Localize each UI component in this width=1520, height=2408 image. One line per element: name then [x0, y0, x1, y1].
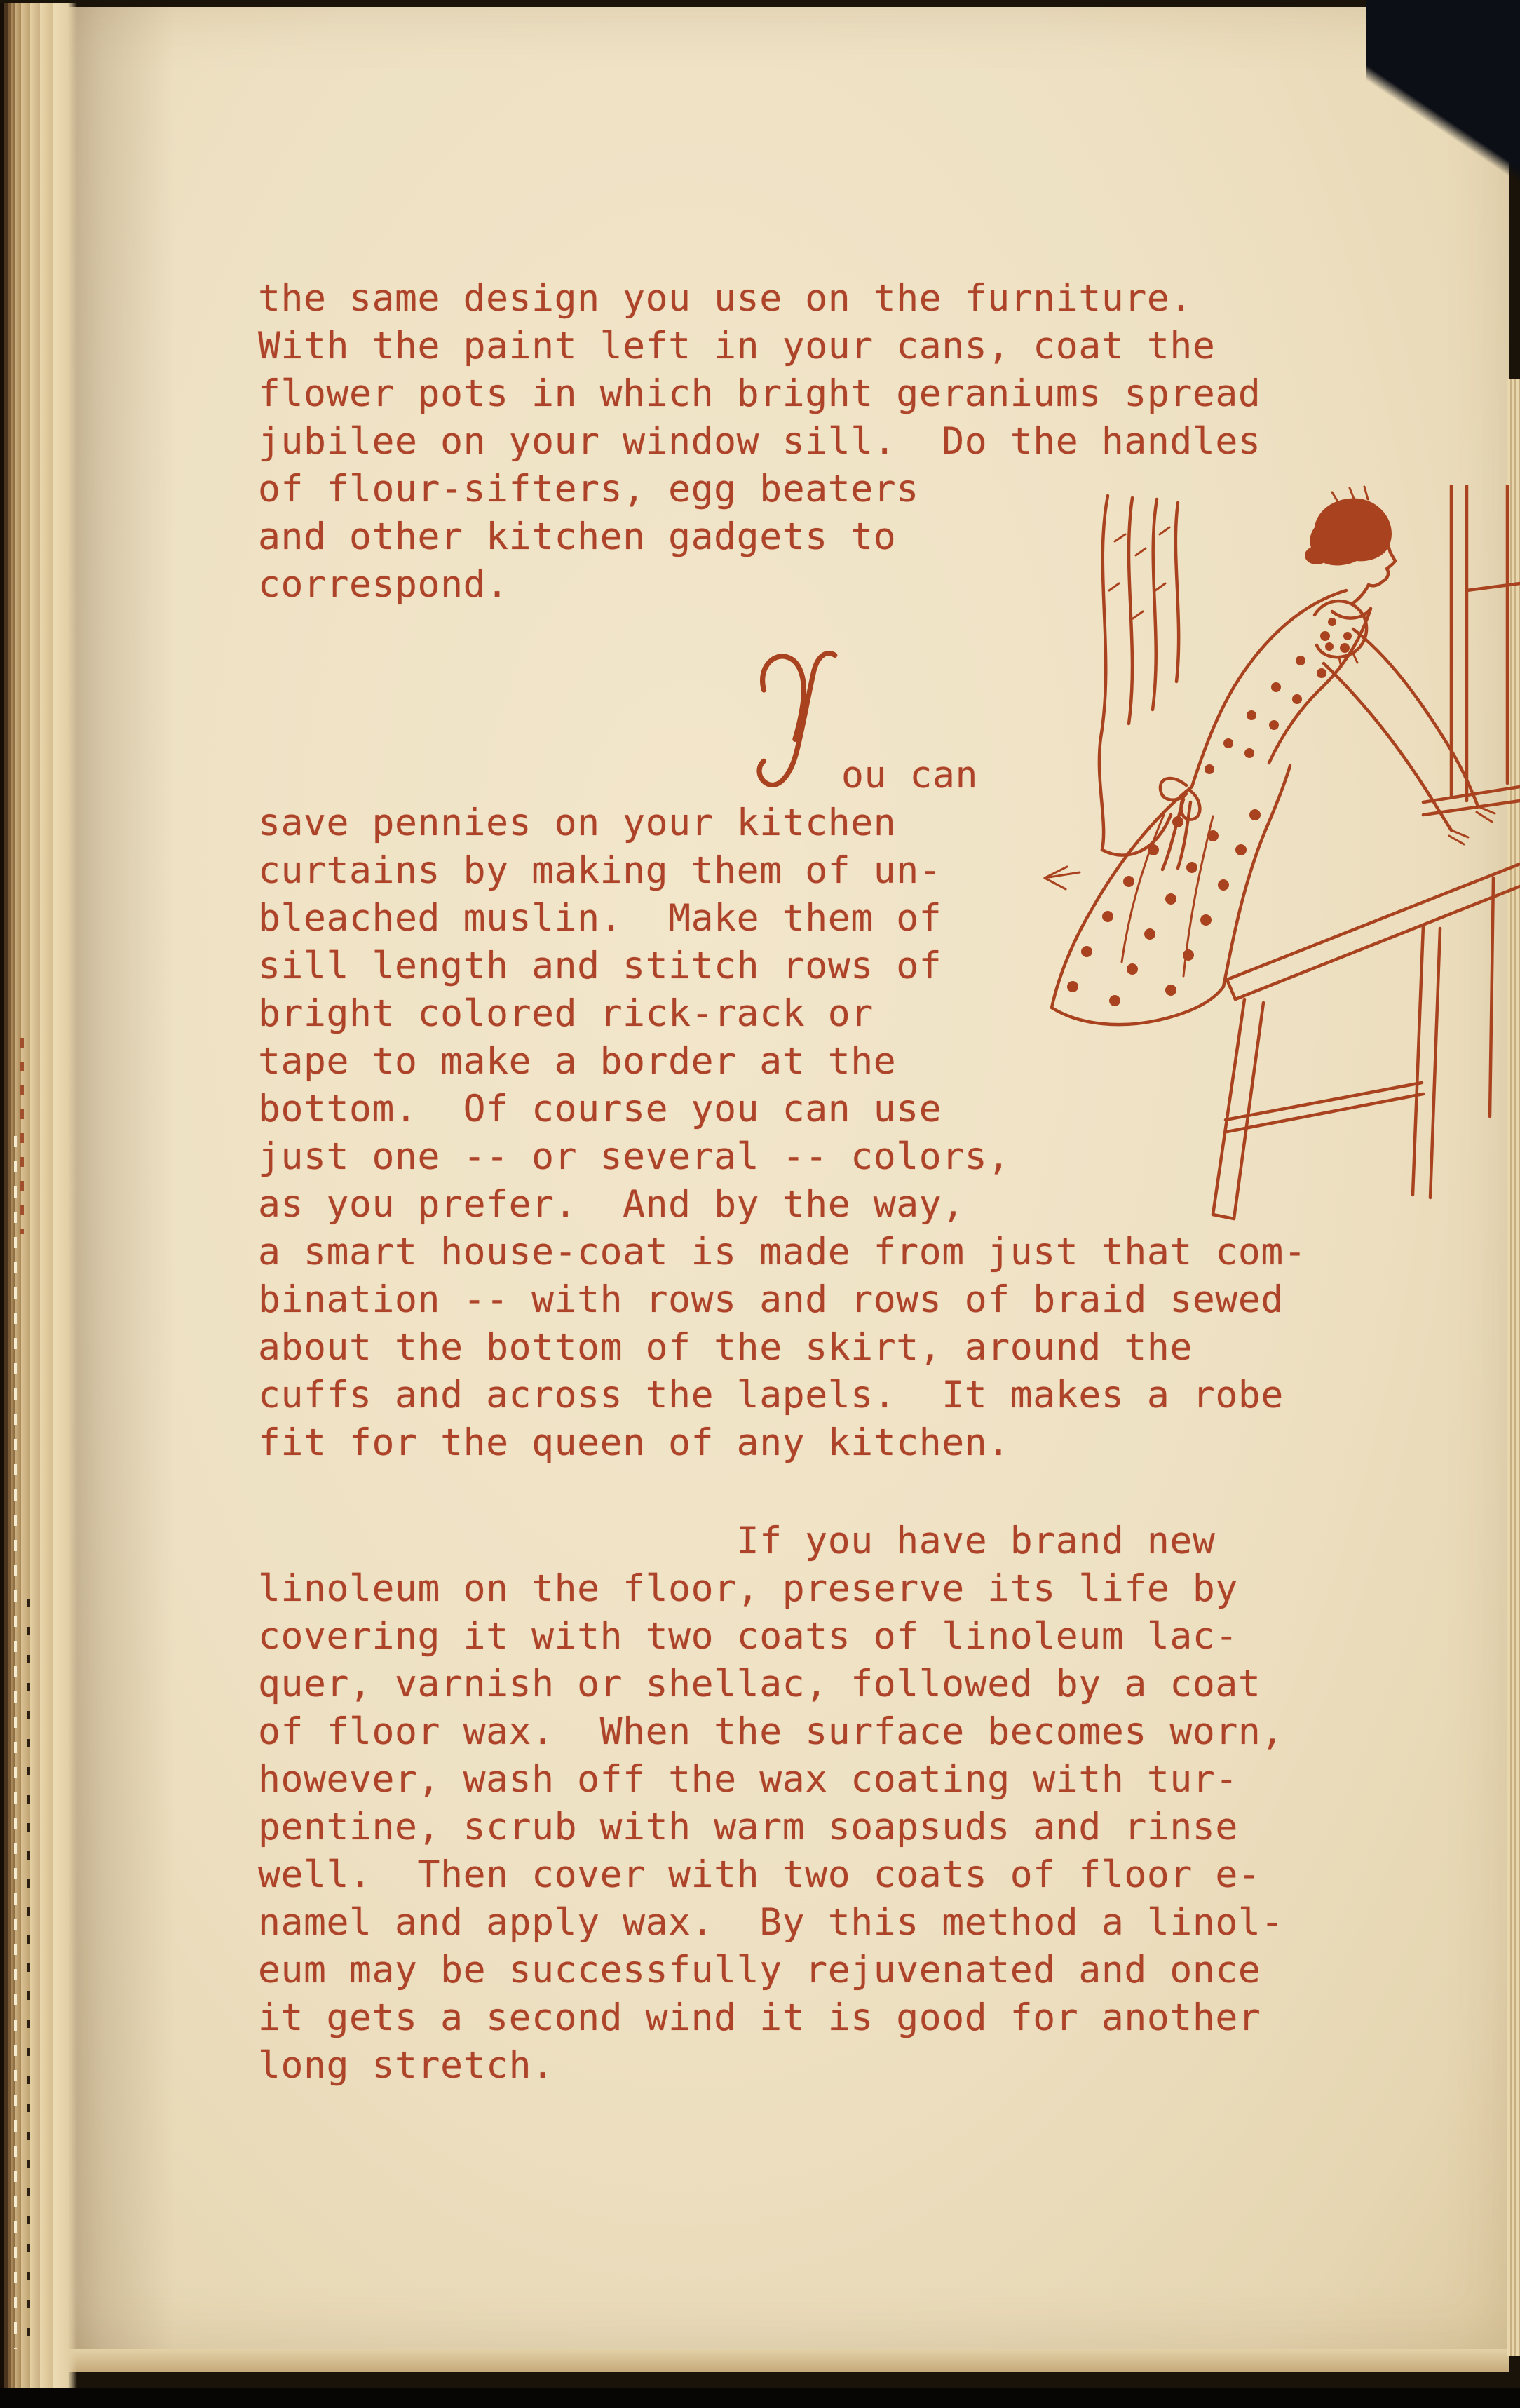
book-cover-corner [1366, 0, 1520, 407]
typewritten-line: eum may be successfully rejuvenated and once [258, 1949, 1261, 1991]
typewritten-line: flower pots in which bright geraniums spread [258, 372, 1261, 415]
typewritten-line: a smart house-coat is made from just that com- [258, 1231, 1307, 1273]
typewritten-line: bright colored rick-rack or [258, 992, 874, 1035]
typewritten-line: as you prefer. And by the way, [258, 1183, 965, 1226]
bottom-page-edge [42, 2349, 1509, 2372]
typewritten-line: bination -- with rows and rows of braid sewed [258, 1278, 1284, 1321]
window-frame [1423, 485, 1520, 815]
typewritten-line: the same design you use on the furniture. [258, 277, 1193, 320]
page-edge-stack [0, 3, 77, 2393]
typewritten-line: correspond. [258, 563, 509, 606]
typewritten-line: bottom. Of course you can use [258, 1088, 942, 1130]
paragraph-curtains-housecoat [258, 799, 1306, 1467]
typewritten-line: just one -- or several -- colors, [258, 1135, 1010, 1178]
typewritten-line: tape to make a border at the [258, 1040, 897, 1083]
typewritten-line: well. Then cover with two coats of floor e- [258, 1853, 1261, 1896]
dropcap-y-glyph [754, 647, 841, 799]
typewritten-line: namel and apply wax. By this method a linol- [258, 1901, 1284, 1944]
typewritten-line: quer, varnish or shellac, followed by a coat [258, 1663, 1261, 1705]
typewritten-line: of flour-sifters, egg beaters [258, 468, 919, 510]
typewritten-line: jubilee on your window sill. Do the handles [258, 420, 1261, 463]
typewritten-line: however, wash off the wax coating with tur- [258, 1758, 1238, 1801]
typewritten-line: covering it with two coats of linoleum lac- [258, 1615, 1238, 1658]
binding-stitch-marks [20, 1038, 24, 1234]
typewritten-line: cuffs and across the lapels. It makes a robe [258, 1374, 1284, 1416]
typewritten-line: it gets a second wind it is good for another [258, 1996, 1261, 2039]
typewritten-line: linoleum on the floor, preserve its life by [258, 1567, 1238, 1610]
typewritten-line: If you have brand new [258, 1520, 1216, 1562]
typewritten-line: and other kitchen gadgets to [258, 515, 897, 558]
typewritten-line: save pennies on your kitchen [258, 801, 897, 844]
book-cover-bottom [0, 2388, 1520, 2408]
typewritten-line: curtains by making them of un- [258, 849, 942, 892]
typewritten-line: fit for the queen of any kitchen. [258, 1421, 1010, 1464]
typewritten-line: long stretch. [258, 2044, 555, 2087]
typewritten-line: about the bottom of the skirt, around the [258, 1326, 1193, 1369]
binding-stitch-marks [14, 1136, 17, 2349]
dropcap-y [754, 647, 841, 795]
typewritten-line: sill length and stitch rows of [258, 945, 942, 987]
typewritten-line: With the paint left in your cans, coat the [258, 325, 1216, 367]
paragraph-linoleum-care [258, 1517, 1284, 2090]
typewritten-line: pentine, scrub with warm soapsuds and rinse [258, 1806, 1238, 1848]
typewritten-line: of floor wax. When the surface becomes worn, [258, 1710, 1284, 1753]
typewritten-line: bleached muslin. Make them of [258, 897, 942, 940]
typewritten-line: ou can [841, 754, 979, 797]
binding-stitch-marks [27, 1599, 30, 2342]
paragraph-paint-matching [258, 275, 1261, 609]
dropcap-continuation [841, 752, 978, 799]
